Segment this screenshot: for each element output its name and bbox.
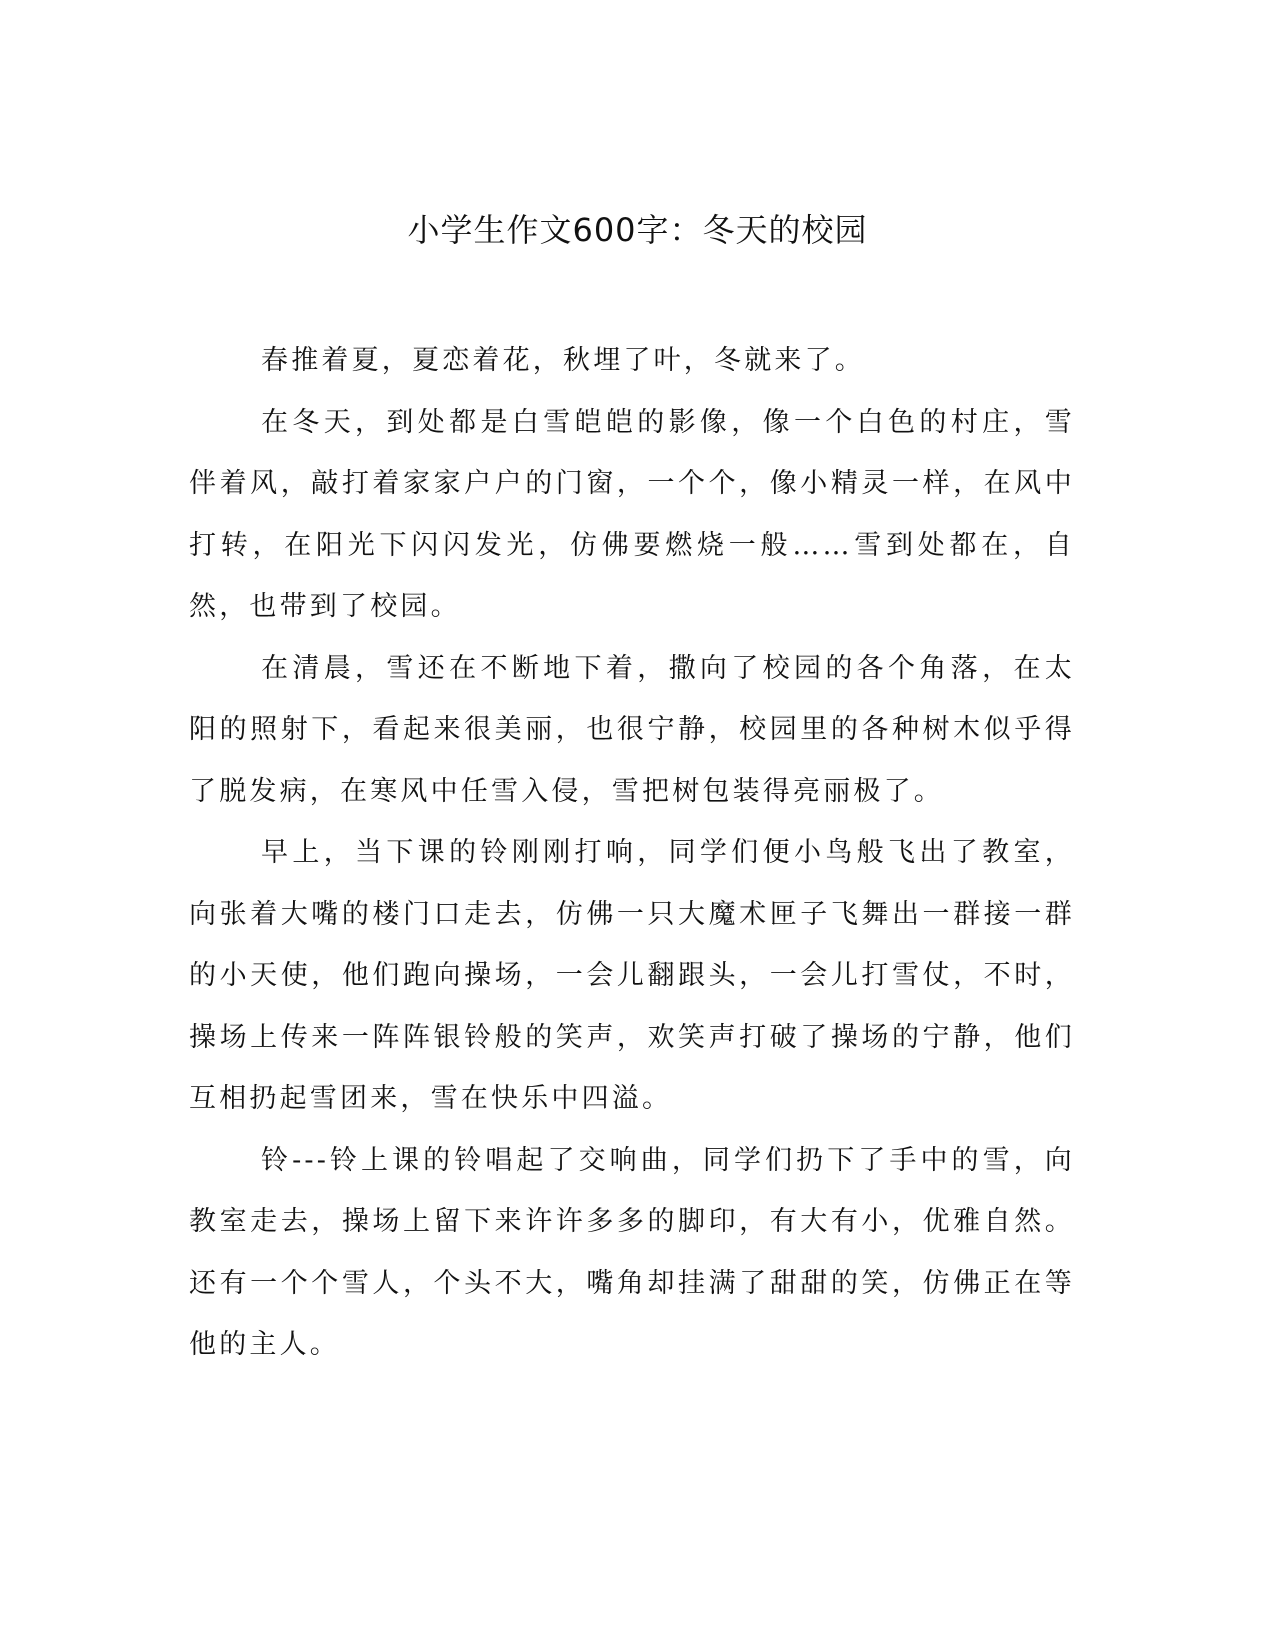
paragraph-2: 在冬天，到处都是白雪皑皑的影像，像一个白色的村庄，雪伴着风，敲打着家家户户的门窗，一个个，像小精灵一样，在风中打转，在阳光下闪闪发光，仿佛要燃烧一般……雪到处都在，自然，也带到了校园。 bbox=[189, 406, 1075, 622]
paragraph-1: 春推着夏，夏恋着花，秋埋了叶，冬就来了。 bbox=[261, 345, 865, 376]
paragraph-3: 在清晨，雪还在不断地下着，撒向了校园的各个角落，在太阳的照射下，看起来很美丽，也很宁静，校园里的各种树木似乎得了脱发病，在寒风中任雪入侵，雪把树包装得亮丽极了。 bbox=[189, 652, 1075, 807]
document-body bbox=[189, 330, 1075, 1376]
paragraph-4: 早上，当下课的铃刚刚打响，同学们便小鸟般飞出了教室，向张着大嘴的楼门口走去，仿佛一只大魔术匣子飞舞出一群接一群的小天使，他们跑向操场，一会儿翻跟头，一会儿打雪仗，不时，操场上传来一阵阵银铃般的笑声，欢笑声打破了操场的宁静，他们互相扔起雪团来，雪在快乐中四溢。 bbox=[189, 837, 1075, 1114]
document-title: 小学生作文600字：冬天的校园 bbox=[407, 211, 868, 249]
paragraph-5: 铃---铃上课的铃唱起了交响曲，同学们扔下了手中的雪，向教室走去，操场上留下来许许多多的脚印，有大有小，优雅自然。还有一个个雪人，个头不大，嘴角却挂满了甜甜的笑，仿佛正在等他的主人。 bbox=[189, 1144, 1075, 1360]
